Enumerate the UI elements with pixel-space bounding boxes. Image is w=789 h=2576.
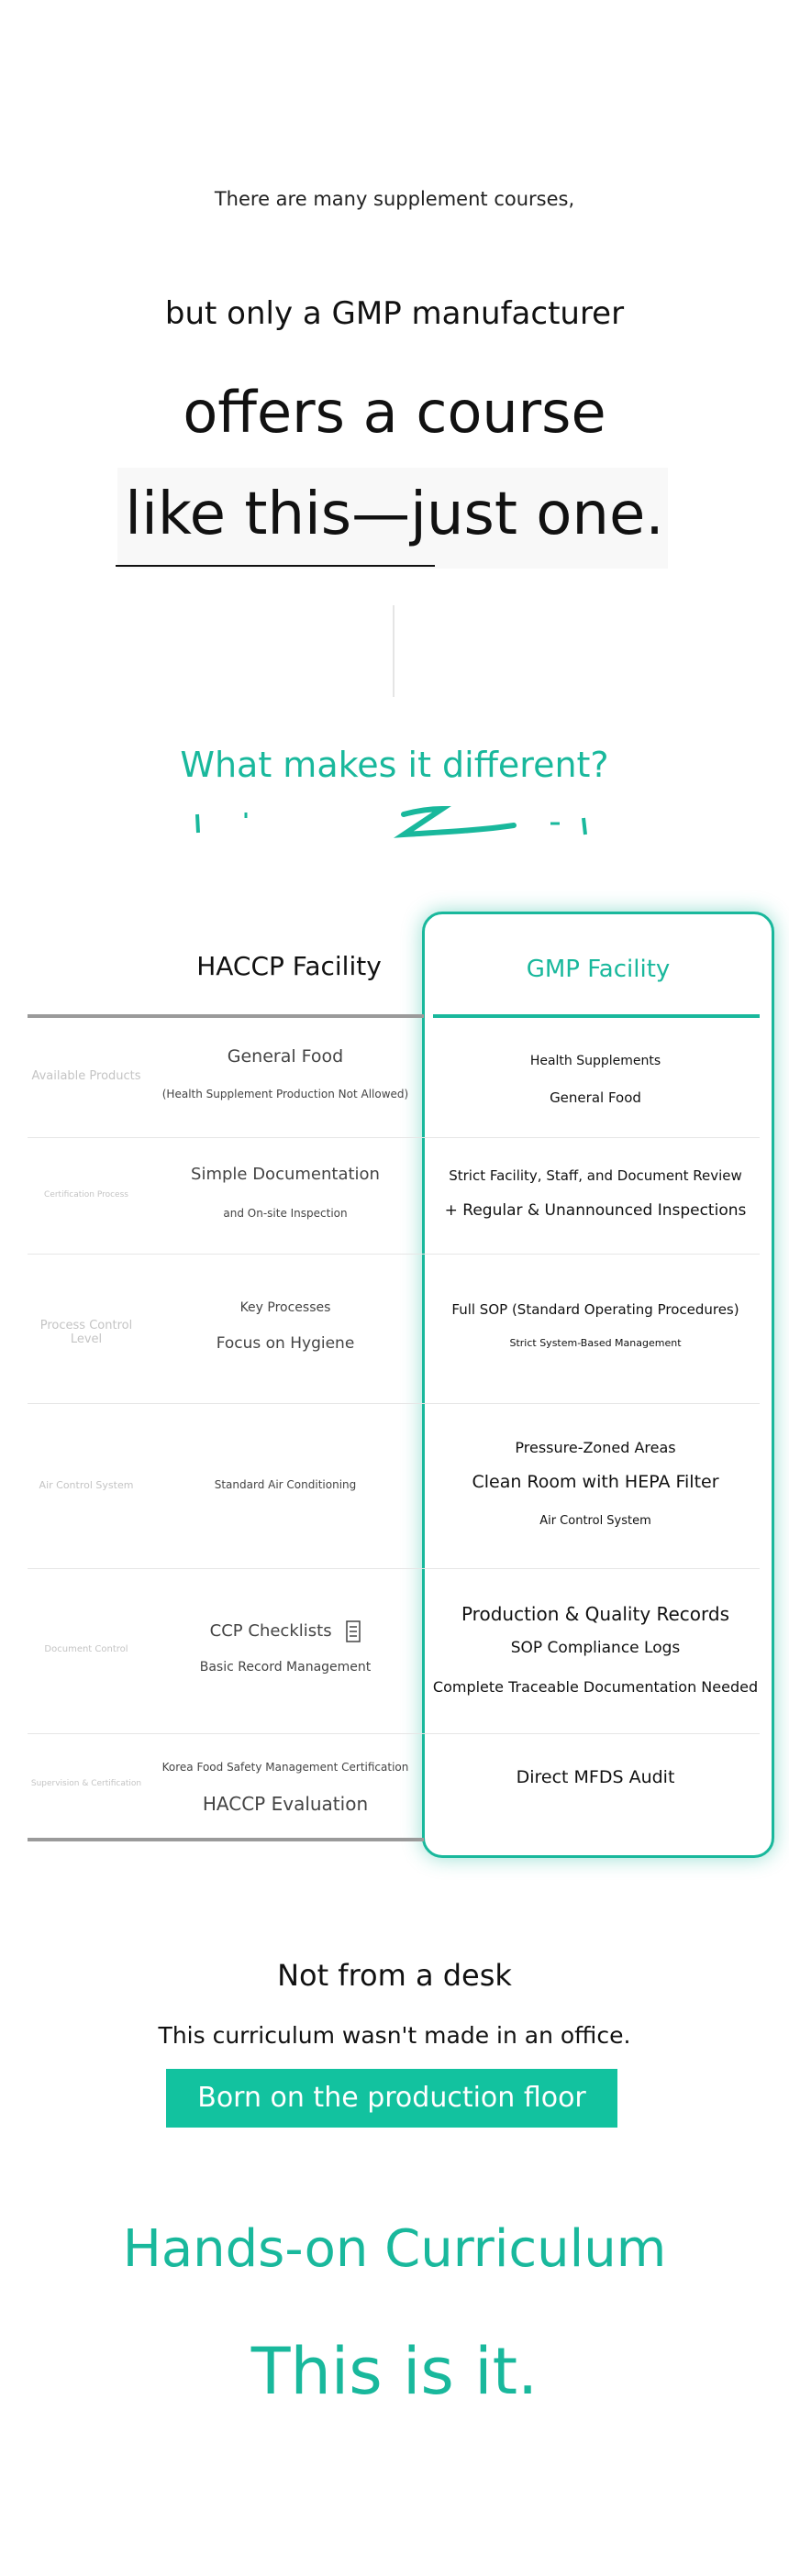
row-label-certification: Certification Process: [44, 1190, 128, 1200]
brush-stroke-decoration: [0, 798, 789, 853]
gmp-title-rule: [433, 1014, 760, 1018]
haccp-cert-main: Simple Documentation: [191, 1165, 380, 1184]
haccp-air: Standard Air Conditioning: [214, 1478, 357, 1491]
gmp-doc-3: Complete Traceable Documentation Needed: [432, 1678, 759, 1696]
section-question: What makes it different?: [180, 745, 609, 785]
closing-subtext: This curriculum wasn't made in an office.: [158, 2022, 631, 2049]
haccp-supervision-2: HACCP Evaluation: [202, 1793, 369, 1815]
row-label-air: Air Control System: [39, 1479, 134, 1491]
row-divider: [28, 1403, 760, 1404]
production-floor-badge: Born on the production floor: [166, 2069, 617, 2128]
row-divider: [28, 1568, 760, 1569]
gmp-cert-2: + Regular & Unannounced Inspections: [444, 1201, 747, 1220]
haccp-process-2: Focus on Hygiene: [216, 1334, 355, 1353]
gmp-air-3: Air Control System: [539, 1514, 651, 1528]
table-top-rule: [28, 1014, 424, 1018]
row-divider: [28, 1137, 760, 1138]
haccp-column-title: HACCP Facility: [196, 951, 382, 981]
row-label-process: Process Control Level: [39, 1319, 133, 1346]
row-divider: [28, 1733, 760, 1734]
gmp-cert-1: Strict Facility, Staff, and Document Review: [449, 1167, 742, 1184]
row-label-supervision: Supervision & Certification: [30, 1779, 142, 1788]
intro-line-3: offers a course: [183, 379, 606, 446]
intro-line-2: but only a GMP manufacturer: [164, 295, 625, 332]
haccp-supervision-1: Korea Food Safety Management Certification: [161, 1761, 409, 1774]
hands-on-heading: Hands-on Curriculum: [122, 2219, 667, 2279]
haccp-cert-sub: and On-site Inspection: [223, 1207, 348, 1220]
haccp-process-1: Key Processes: [239, 1300, 331, 1315]
vertical-divider: [393, 605, 394, 697]
gmp-supervision: Direct MFDS Audit: [516, 1767, 675, 1787]
haccp-products-main: General Food: [227, 1046, 344, 1067]
row-divider: [28, 1254, 760, 1255]
this-is-it-heading: This is it.: [250, 2334, 539, 2409]
haccp-doc-main: CCP Checklists: [209, 1621, 332, 1641]
gmp-column-title: GMP Facility: [526, 956, 671, 983]
checklist-icon: [346, 1620, 361, 1642]
gmp-air-1: Pressure-Zoned Areas: [515, 1439, 676, 1456]
gmp-process-2: Strict System-Based Management: [509, 1337, 682, 1349]
closing-heading: Not from a desk: [277, 1958, 512, 1993]
headline-underline: [116, 565, 435, 567]
gmp-air-2: Clean Room with HEPA Filter: [472, 1472, 719, 1492]
row-label-document: Document Control: [44, 1644, 128, 1654]
intro-line-4: like this—just one.: [125, 481, 664, 548]
gmp-process-1: Full SOP (Standard Operating Procedures): [451, 1301, 739, 1318]
row-label-products: Available Products: [31, 1069, 141, 1083]
intro-line-1: There are many supplement courses,: [214, 188, 575, 210]
gmp-products-1: Health Supplements: [529, 1054, 661, 1068]
gmp-doc-1: Production & Quality Records: [461, 1603, 730, 1625]
gmp-doc-2: SOP Compliance Logs: [510, 1639, 681, 1657]
haccp-products-note: (Health Supplement Production Not Allowed): [161, 1088, 409, 1100]
table-bottom-rule: [28, 1838, 424, 1841]
haccp-doc-main-wrap: [156, 1620, 415, 1642]
gmp-products-2: General Food: [550, 1089, 641, 1106]
haccp-doc-sub: Basic Record Management: [199, 1660, 372, 1675]
